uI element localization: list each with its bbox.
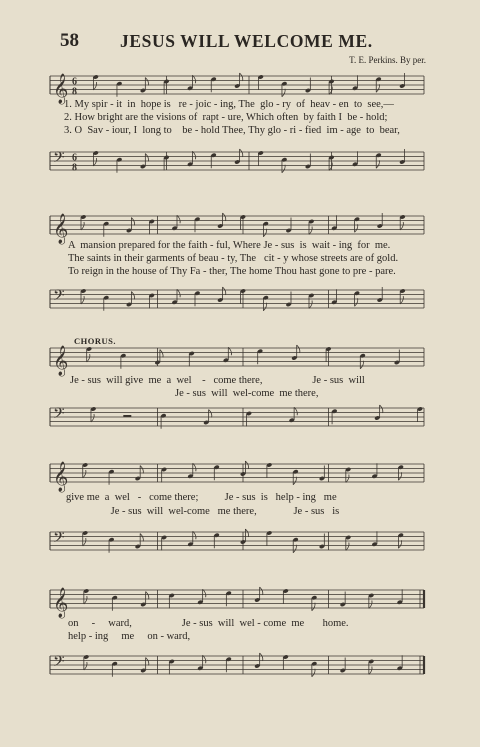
- note-flag: [192, 151, 195, 159]
- note-flag: [398, 472, 401, 480]
- lyric-line-1: give me a wel - come there; Je - sus is help - ing me: [66, 492, 337, 503]
- note-flag: [87, 354, 90, 362]
- note-flag: [398, 540, 401, 548]
- note-flag: [177, 289, 180, 297]
- note-flag: [312, 669, 315, 677]
- bass-staff: [0, 648, 480, 688]
- note-flag: [145, 154, 148, 162]
- music-system-5: [0, 574, 480, 694]
- note-flag: [193, 531, 196, 539]
- note-flag: [260, 653, 263, 661]
- bass-clef-icon: 𝄢: [53, 287, 65, 308]
- note-flag: [203, 655, 206, 663]
- note-flag: [81, 296, 84, 304]
- note-flag: [131, 292, 134, 300]
- page-number: 58: [60, 30, 79, 51]
- note-flag: [380, 405, 383, 413]
- bass-clef-icon: 𝄢: [53, 149, 65, 170]
- note-flag: [400, 296, 403, 304]
- note-flag: [369, 601, 372, 609]
- note-flag: [209, 410, 212, 418]
- note-flag: [369, 667, 372, 675]
- note-flag: [376, 160, 379, 168]
- note-flag: [263, 303, 266, 311]
- treble-clef-icon: 𝄞: [53, 462, 69, 492]
- note-flag: [346, 475, 349, 483]
- note-flag: [282, 165, 285, 173]
- lyric-line-1: on - ward, Je - sus will wel - come me home.: [68, 618, 349, 629]
- note-flag: [192, 75, 195, 83]
- lyric-line-2: Je - sus will wel-come me there,: [70, 388, 319, 399]
- note-flag: [263, 229, 266, 237]
- note-flag: [93, 158, 96, 166]
- note-flag: [84, 596, 87, 604]
- note-flag: [312, 603, 315, 611]
- note-flag: [400, 222, 403, 230]
- note-flag: [282, 89, 285, 97]
- lyric-line-2: help - ing me on - ward,: [68, 631, 191, 642]
- bass-staff: [0, 144, 480, 184]
- note-flag: [193, 463, 196, 471]
- note-flag: [83, 470, 86, 478]
- lyric-verse-3: 3. O Sav - iour, I long to be - hold Thee, Thy glo - ri - fied im - age to bear,: [64, 125, 400, 136]
- note-flag: [223, 287, 226, 295]
- note-flag: [376, 84, 379, 92]
- time-signature-top: 6: [72, 152, 77, 164]
- note-flag: [160, 350, 163, 358]
- note-flag: [223, 213, 226, 221]
- note-flag: [146, 658, 149, 666]
- note-flag: [297, 345, 300, 353]
- bass-staff: [0, 524, 480, 564]
- note-flag: [294, 407, 297, 415]
- rest-mark: [123, 415, 131, 417]
- note-flag: [309, 301, 312, 309]
- note-flag: [309, 227, 312, 235]
- note-flag: [145, 78, 148, 86]
- music-system-1: [0, 60, 480, 186]
- note-flag: [203, 589, 206, 597]
- note-flag: [240, 73, 243, 81]
- note-flag: [240, 149, 243, 157]
- bass-clef-icon: 𝄢: [53, 653, 65, 674]
- lyric-verse-2: 2. How bright are the visions of rapt - ure, Which often by faith I be - hold;: [64, 112, 388, 123]
- hymn-title: JESUS WILL WELCOME ME.: [120, 31, 373, 51]
- note-flag: [140, 466, 143, 474]
- treble-clef-icon: 𝄞: [53, 346, 69, 376]
- note-flag: [81, 222, 84, 230]
- music-system-2: [0, 200, 480, 320]
- note-flag: [146, 592, 149, 600]
- treble-staff: [0, 456, 480, 496]
- note-flag: [177, 215, 180, 223]
- note-flag: [355, 298, 358, 306]
- bass-staff: [0, 282, 480, 322]
- lyric-verse-1: 1. My spir - it in hope is re - joic - ing, The glo - ry of heav - en to see,—: [64, 99, 394, 110]
- treble-staff: [0, 582, 480, 622]
- note-flag: [293, 545, 296, 553]
- chorus-label: CHORUS.: [74, 336, 116, 346]
- treble-staff: [0, 340, 480, 380]
- note-flag: [83, 538, 86, 546]
- treble-clef-icon: 𝄞: [53, 588, 69, 618]
- note-flag: [346, 543, 349, 551]
- music-system-3: [0, 330, 480, 440]
- time-signature-top: 6: [72, 76, 77, 88]
- lyric-line-1: Je - sus will give me a wel - come there, Je - sus will: [70, 375, 365, 386]
- lyric-line-2: Je - sus will wel-come me there, Je - sus is: [66, 506, 340, 517]
- treble-clef-icon: 𝄞: [53, 74, 69, 104]
- bass-clef-icon: 𝄢: [53, 529, 65, 550]
- note-flag: [131, 218, 134, 226]
- composer-attribution: T. E. Perkins. By per.: [349, 55, 426, 65]
- time-signature-bottom: 8: [72, 86, 77, 98]
- note-flag: [245, 461, 248, 469]
- note-flag: [93, 82, 96, 90]
- note-flag: [355, 224, 358, 232]
- lyric-verse-1: A mansion prepared for the faith - ful, Where Je - sus is wait - ing for me.: [68, 240, 391, 251]
- note-flag: [293, 477, 296, 485]
- note-flag: [84, 662, 87, 670]
- music-system-4: [0, 448, 480, 566]
- bass-clef-icon: 𝄢: [53, 405, 65, 426]
- note-flag: [228, 347, 231, 355]
- lyric-verse-3: To reign in the house of Thy Fa - ther, The home Thou hast gone to pre - pare.: [68, 266, 396, 277]
- bass-staff: [0, 400, 480, 440]
- time-signature-bottom: 8: [72, 162, 77, 174]
- lyric-verse-2: The saints in their garments of beau - ty, The cit - y whose streets are of gold.: [68, 253, 399, 264]
- note-flag: [140, 534, 143, 542]
- note-flag: [260, 587, 263, 595]
- note-flag: [91, 414, 94, 422]
- note-flag: [360, 361, 363, 369]
- note-flag: [245, 529, 248, 537]
- treble-clef-icon: 𝄞: [53, 214, 69, 244]
